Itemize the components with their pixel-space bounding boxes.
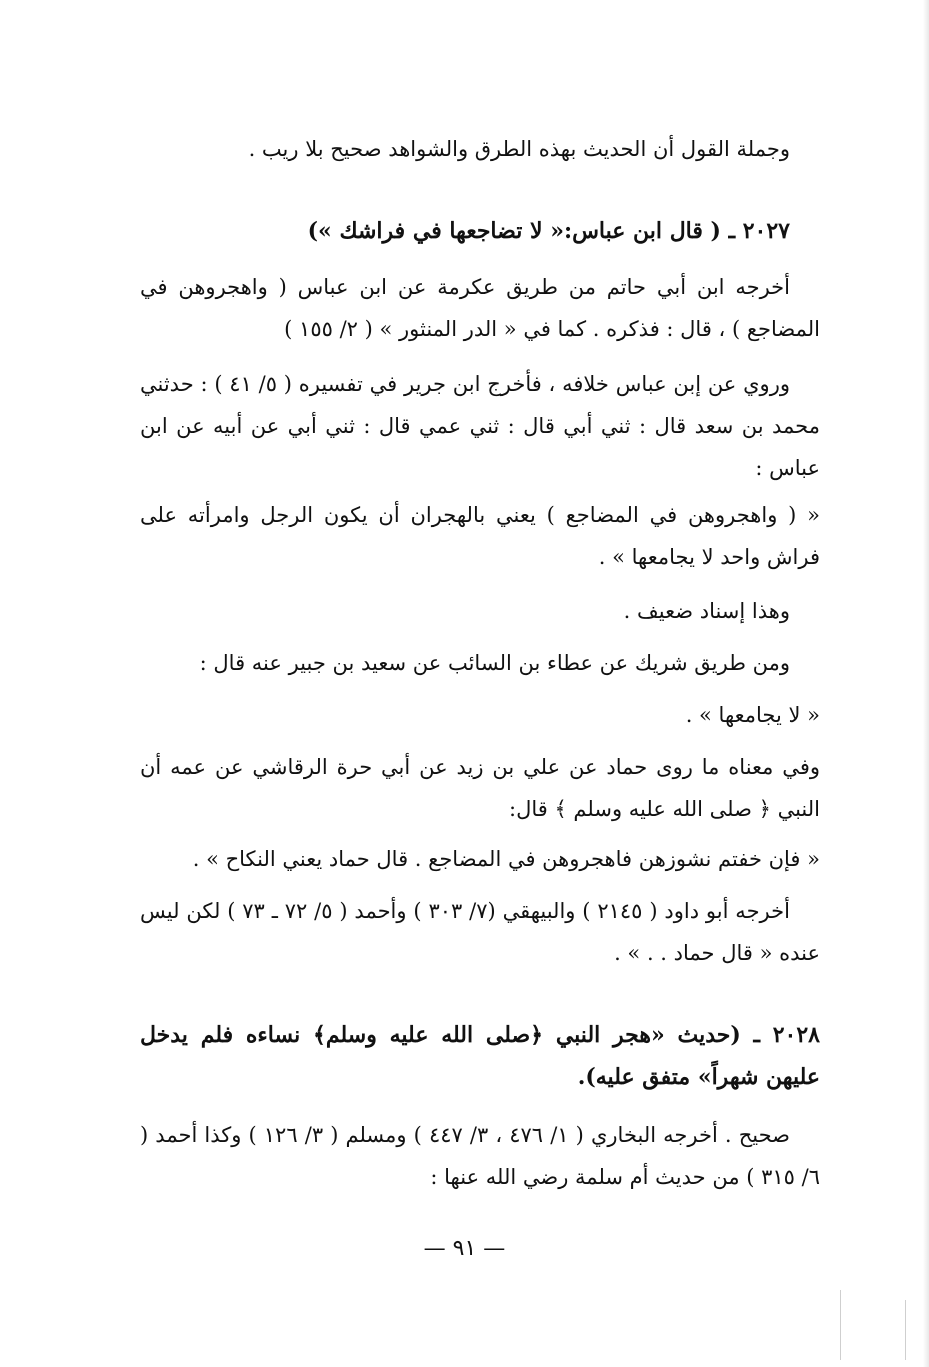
paragraph-hammad-narration: وفي معناه ما روى حماد عن علي بن زيد عن أبي حرة الرقاشي عن عمه أن النبي ﴿ صلى الله عليه وسلم ﴾ قال: — [140, 755, 820, 821]
hadith-heading-2027: ٢٠٢٧ ـ ( قال ابن عباس:« لا تضاجعها في فراشك ») — [307, 218, 790, 244]
paragraph-takhrij-2028: صحيح . أخرجه البخاري ( ١/ ٤٧٦ ، ٣/ ٤٤٧ ) ومسلم ( ٣/ ١٢٦ ) وكذا أحمد ( ٦/ ٣١٥ ) من حديث أم سلمة رضي الله عنها : — [140, 1123, 820, 1189]
paragraph-weak-isnad: وهذا إسناد ضعيف . — [623, 599, 790, 623]
paragraph-sharik-route: ومن طريق شريك عن عطاء بن السائب عن سعيد بن جبير عنه قال : — [199, 651, 790, 675]
hadith-heading-2028: ٢٠٢٨ ـ (حديث «هجر النبي ﴿صلى الله عليه وسلم﴾ نساءه فلم يدخل عليهن شهراً» متفق عليه). — [140, 1022, 820, 1090]
scan-artifact — [905, 1300, 906, 1360]
scan-artifact — [840, 1290, 841, 1360]
paragraph-conclusion: وجملة القول أن الحديث بهذه الطرق والشواهد صحيح بلا ريب . — [248, 137, 790, 161]
paragraph-takhrij-abudawud: أخرجه أبو داود ( ٢١٤٥ ) والبيهقي (٧/ ٣٠٣ ) وأحمد ( ٥/ ٧٢ ـ ٧٣ ) لكن ليس عنده « قال حماد . . » . — [140, 899, 820, 965]
paragraph-quote-nushuz: « فإن خفتم نشوزهن فاهجروهن في المضاجع . قال حماد يعني النكاح » . — [192, 847, 820, 871]
paragraph-contrary-narration: وروي عن إبن عباس خلافه ، فأخرج ابن جرير في تفسيره ( ٥/ ٤١ ) : حدثني محمد بن سعد قال : ثني أبي قال : ثني عمي قال : ثني أبي عن أبيه عن ابن عباس : — [140, 372, 820, 480]
scan-edge — [923, 0, 929, 1367]
page-number: — ٩١ — — [423, 1236, 506, 1261]
paragraph-takhrij-2027: أخرجه ابن أبي حاتم من طريق عكرمة عن ابن عباس ( واهجروهن في المضاجع ) ، قال : فذكره . كما في « الدر المنثور » ( ٢/ ١٥٥ ) — [140, 275, 820, 341]
paragraph-quote-la-yujamiuha: « لا يجامعها » . — [685, 703, 820, 727]
paragraph-quote-hajr: « ( واهجروهن في المضاجع ) يعني بالهجران أن يكون الرجل وامرأته على فراش واحد لا يجامعها » . — [140, 503, 820, 569]
